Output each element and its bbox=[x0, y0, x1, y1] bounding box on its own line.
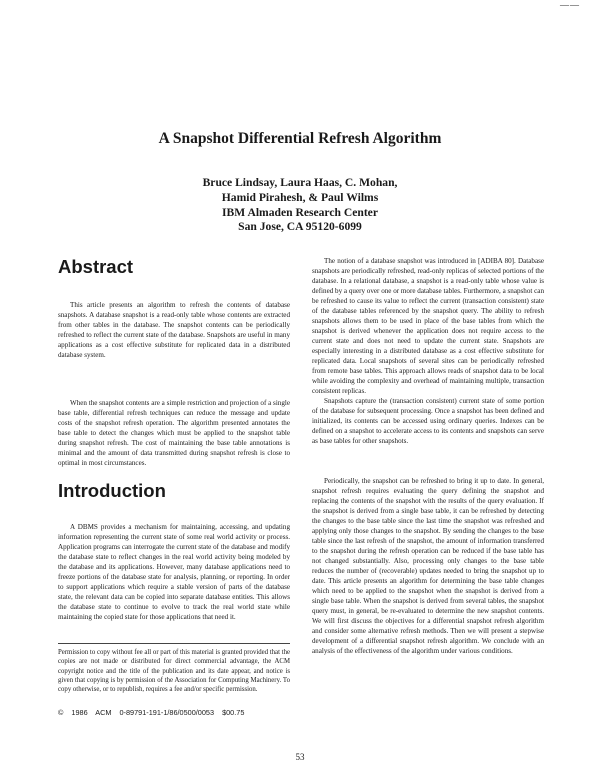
author-line-2: Hamid Pirahesh, & Paul Wilms bbox=[221, 190, 379, 204]
copyright-line: © 1986 ACM 0-89791-191-1/86/0500/0053 $00.75 bbox=[58, 708, 245, 717]
introduction-heading: Introduction bbox=[58, 480, 166, 501]
author-location: San Jose, CA 95120-6099 bbox=[238, 220, 362, 234]
author-line-1: Bruce Lindsay, Laura Haas, C. Mohan, bbox=[202, 176, 398, 189]
paper-title: A Snapshot Differential Refresh Algorithm bbox=[158, 130, 442, 147]
abstract-heading: Abstract bbox=[58, 256, 134, 277]
right-paragraph-2: Snapshots capture the (transaction consistent) current state of some portion of the database for subsequent processing. Once a snapshot has been defined and initialized, its contents can be accessed using ordinary queries. Indexes can be defined on a snapshot to accelerate access to its contents and snapshots can serve as base tables for other snapshots. bbox=[312, 397, 544, 445]
introduction-paragraph-1: A DBMS provides a mechanism for maintaining, accessing, and updating information representing the current state of some real world activity or process. Application programs can interrogate the current state of the database and modify the database state to reflect changes in the real world activity being modeled by the database and its applications. However, many database applications need to freeze portions of the database state for analysis, planning, or reporting. In order to support applications which require a stable version of parts of the database state, the relevant data can be copied into separate database entities. This allows the database state to continue to evolve to track the real world state while maintaining the copied state for those applications that need it. bbox=[58, 523, 290, 621]
introduction-body bbox=[58, 522, 290, 717]
abstract-paragraph-1: This article presents an algorithm to refresh the contents of database snapshots. A database snapshot is a read-only table whose contents are extracted from other tables in the database. The snapshot contents can be periodically refreshed to reflect the current state of the database. Snapshots are useful in many applications as a cost effective substitute for replicated data in a distributed database system. bbox=[58, 301, 290, 359]
footnote-rule bbox=[58, 643, 290, 644]
right-paragraph-1: The notion of a database snapshot was introduced in [ADIBA 80]. Database snapshots are periodically refreshed, read-only replicas of selected portions of the database. In a relational database, a snapshot is a read-only table whose value is defined by a query over one or more database tables. Furthermore, a snapshot can be refreshed to cause its value to reflect the current (transaction consistent) state of the database tables referenced by the snapshot query. The ability to refresh snapshots allows them to be used in place of the base tables from which the snapshot is derived whenever the application does not require access to the current state and does not need to update the current state. Snapshots are especially interesting in a distributed database as a cost effective substitute for replicated data. Local snapshots of several sites can be periodically refreshed from remote base tables. This approach allows reads of snapshot data to be local while avoiding the complexity and overhead of maintaining multiple, transaction consistent replicas. bbox=[312, 257, 544, 395]
author-affiliation: IBM Almaden Research Center bbox=[222, 205, 378, 219]
right-column bbox=[312, 256, 544, 706]
page-number: 53 bbox=[295, 752, 305, 762]
corner-mark: —— bbox=[560, 0, 580, 10]
left-column bbox=[58, 256, 290, 478]
permission-notice: Permission to copy without fee all or part of this material is granted provided that the copies are not made or distributed for direct commercial advantage, the ACM copyright notice and the title of the publication and its date appear, and notice is given that copying is by permission of the Association for Computing Machinery. To copy otherwise, or to republish, requires a fee and/or specific permission. bbox=[58, 649, 290, 694]
right-paragraph-3: Periodically, the snapshot can be refreshed to bring it up to date. In general, snapshot refresh requires evaluating the query defining the snapshot and replacing the contents of the snapshot with the results of the query evaluation. If the snapshot is derived from a single base table, it can be refreshed by detecting the changes to the base table since the last time the snapshot was refreshed and applying only those changes to the snapshot. By sending the changes to the base table since the last refresh of the snapshot, the amount of information transferred to the snapshot during the refresh operation can be reduced if the base table has not changed substantially. Also, processing only changes to the base table reduces the number of (recoverable) updates needed to bring the snapshot up to date. This article presents an algorithm for determining the base table changes which need to be applied to the snapshot when the snapshot is derived from a single base table. When the snapshot is derived from several tables, the snapshot query must, in general, be re-evaluated to determine the new snapshot contents. We will first discuss the objectives for a differential snapshot refresh algorithm and consider some alternative refresh methods. Then we will present a stepwise development of a differential snapshot refresh algorithm. We conclude with an analysis of the effectiveness of the algorithm under various conditions. bbox=[312, 477, 544, 655]
abstract-paragraph-2: When the snapshot contents are a simple restriction and projection of a single base table, differential refresh techniques can reduce the message and update costs of the snapshot refresh operation. The algorithm presented annotates the base table to detect the changes which must be applied to the snapshot table during snapshot refresh. The cost of maintaining the base table annotations is minimal and the amount of data transmitted during snapshot refresh is close to optimal in most circumstances. bbox=[58, 399, 290, 467]
author-block bbox=[120, 176, 480, 235]
